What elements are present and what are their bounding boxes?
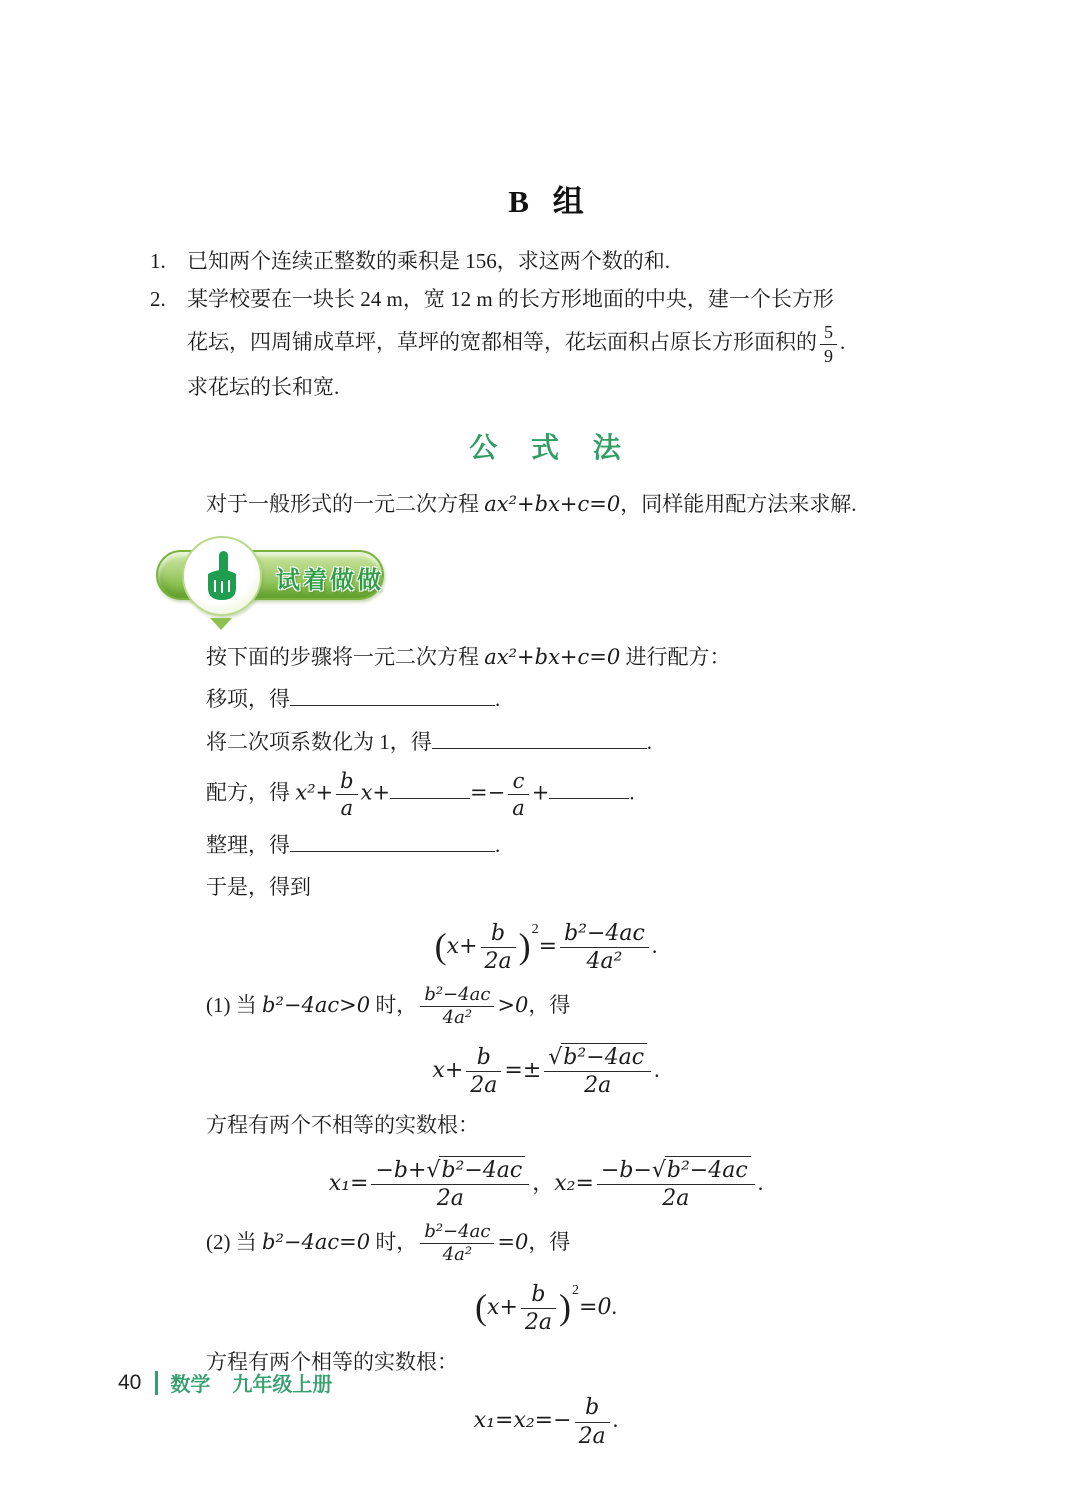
fraction-five-ninths: $\frac{5}{9}$ (820, 322, 837, 366)
blank-line-2 (432, 728, 647, 749)
sqrt-discriminant-r1: √b²−4ac (426, 1158, 525, 1183)
equal-roots-formula: x₁=x₂=− $\frac{b}{2a}$ . (473, 1395, 619, 1449)
root-2-fraction: $\frac{\text{−b−√b²−4ac}}{2a}$ (597, 1158, 755, 1212)
fraction-discriminant: $\frac{\text{b²−4ac}}{\text{4a²}}$ (560, 921, 649, 975)
problem-1-text: 已知两个连续正整数的乘积是 156，求这两个数的和. (187, 249, 670, 273)
footer-book: 九年级上册 (232, 1374, 333, 1396)
fraction-discriminant-inline-2: $\frac{\text{b²−4ac}}{\text{4a²}}$ (420, 1222, 494, 1266)
pointing-hand-icon (200, 550, 244, 602)
general-equation: ax²+bx+c=0 (484, 492, 621, 517)
fraction-b-over-2a: $\frac{b}{2a}$ (481, 921, 516, 975)
step-move-terms: 移项，得 . (206, 687, 501, 712)
problem-2 (150, 283, 942, 405)
equation-root-form: x+ $\frac{b}{2a}$ =± $\frac{\text{√b²−4ac}}{2a}$ . (432, 1044, 660, 1099)
general-equation-2: ax²+bx+c=0 (484, 644, 621, 669)
fraction-b-over-2a-3: $\frac{b}{2a}$ (521, 1282, 556, 1336)
intro-paragraph: 对于一般形式的一元二次方程 ax²+bx+c=0，同样能用配方法来求解. (206, 492, 857, 517)
step-arrange: 整理，得 . (206, 832, 501, 857)
root-1-fraction: $\frac{\text{−b+√b²−4ac}}{2a}$ (371, 1158, 529, 1212)
badge-label: 试着做做 (276, 566, 384, 594)
problem-2-text (187, 283, 942, 405)
footer-subject: 数学 (170, 1374, 211, 1396)
fraction-b-over-2a-4: $\frac{b}{2a}$ (575, 1395, 610, 1449)
step-complete-square: 配方，得 x²+ $\frac{b}{a}$ x+ =− $\frac{c}{a}$ + . (206, 768, 635, 820)
problem-1 (150, 245, 942, 279)
problem-2-number: 2. (150, 286, 166, 311)
fraction-c-over-a: $\frac{c}{a}$ (508, 769, 529, 820)
equal-roots-label: 方程有两个相等的实数根： (206, 1349, 458, 1374)
section-b-title: B 组 (508, 184, 584, 219)
then-text: 于是，得到 (206, 875, 311, 900)
blank-line-5 (290, 831, 495, 852)
fraction-b-over-2a-2: $\frac{b}{2a}$ (466, 1045, 501, 1099)
equation-squared-form: (x+ $\frac{b}{2a}$ )$^2$= $\frac{\text{b²−4ac}}{\text{4a²}}$ . (434, 921, 658, 975)
try-it-badge (154, 536, 474, 632)
page-footer (118, 1368, 332, 1397)
roots-formula: x₁= $\frac{\text{−b+√b²−4ac}}{2a}$ ，x₂= $\frac{\text{−b−√b²−4ac}}{2a}$ . (328, 1158, 764, 1212)
problem-list (150, 245, 942, 404)
problem-2-line1: 某学校要在一块长 24 m，宽 12 m 的长方形地面的中央，建一个长方形 (187, 286, 834, 311)
step-normalize-coefficient: 将二次项系数化为 1，得 . (206, 729, 652, 754)
page-number: 40 (118, 1370, 142, 1394)
footer-divider (155, 1371, 158, 1395)
fraction-b-over-a: $\frac{b}{a}$ (336, 769, 357, 820)
blank-line-3 (390, 778, 470, 799)
fraction-discriminant-inline: $\frac{\text{b²−4ac}}{\text{4a²}}$ (420, 985, 494, 1029)
formula-method-title: 公 式 法 (469, 432, 623, 464)
fraction-sqrt-discriminant: $\frac{\text{√b²−4ac}}{2a}$ (544, 1045, 651, 1099)
sqrt-discriminant-r2: √b²−4ac (652, 1158, 751, 1183)
blank-line-4 (549, 778, 629, 799)
blank-line-1 (290, 685, 495, 706)
problem-2-line2: 花坛，四周铺成草坪，草坪的宽都相等，花坛面积占原长方形面积的 $\frac{5}{9}$ . (187, 322, 846, 366)
badge-circle (182, 536, 262, 616)
sqrt-discriminant: √b²−4ac (548, 1045, 647, 1070)
steps-intro: 按下面的步骤将一元二次方程 ax²+bx+c=0 进行配方： (206, 644, 731, 669)
unequal-roots-label: 方程有两个不相等的实数根： (206, 1112, 479, 1137)
problem-1-number: 1. (150, 249, 166, 273)
problem-2-line3: 求花坛的长和宽. (187, 374, 340, 399)
case-1-line: (1) 当 b²−4ac>0 时， $\frac{\text{b²−4ac}}{\text{4a²}}$ >0，得 (206, 983, 571, 1029)
case-2-line: (2) 当 b²−4ac=0 时， $\frac{\text{b²−4ac}}{\text{4a²}}$ =0，得 (206, 1220, 571, 1266)
arrow-down-icon (210, 618, 232, 630)
equation-zero-form: (x+ $\frac{b}{2a}$ )$^2$=0. (475, 1282, 617, 1336)
